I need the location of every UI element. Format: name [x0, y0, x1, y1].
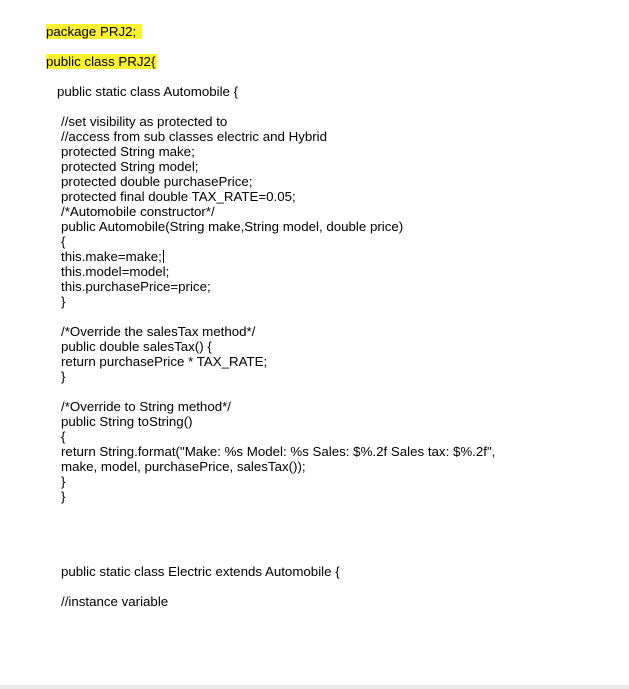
field-make: protected String make; — [61, 144, 195, 159]
text-cursor — [163, 250, 164, 263]
class-highlight: public class PRJ2{ — [46, 54, 156, 69]
class-declaration-line — [46, 54, 157, 69]
tostring-return: return String.format("Make: %s Model: %s Sales: $%.2f Sales tax: $%.2f", — [61, 444, 496, 459]
package-highlight: package PRJ2; — [46, 24, 140, 39]
electric-class-declaration: public static class Electric extends Automobile { — [61, 564, 340, 579]
comment-salestax: /*Override the salesTax method*/ — [61, 324, 256, 339]
tostring-close-brace: } — [61, 474, 66, 489]
package-line — [46, 24, 142, 39]
constructor-open-brace: { — [61, 234, 66, 249]
comment-visibility: //set visibility as protected to — [61, 114, 228, 129]
assign-price: this.purchasePrice=price; — [61, 279, 211, 294]
field-purchase-price: protected double purchasePrice; — [61, 174, 253, 189]
comment-constructor: /*Automobile constructor*/ — [61, 204, 215, 219]
tostring-signature: public String toString() — [61, 414, 193, 429]
automobile-class-declaration: public static class Automobile { — [57, 84, 239, 99]
comment-access: //access from sub classes electric and Hybrid — [61, 129, 328, 144]
assign-model: this.model=model; — [61, 264, 170, 279]
salestax-return: return purchasePrice * TAX_RATE; — [61, 354, 268, 369]
page-bottom-edge — [0, 685, 629, 689]
assign-make: this.make=make; — [61, 249, 162, 264]
salestax-close-brace: } — [61, 369, 66, 384]
field-tax-rate: protected final double TAX_RATE=0.05; — [61, 189, 296, 204]
tostring-args: make, model, purchasePrice, salesTax()); — [61, 459, 306, 474]
assign-make-line[interactable] — [61, 249, 164, 264]
comment-tostring: /*Override to String method*/ — [61, 399, 231, 414]
field-model: protected String model; — [61, 159, 199, 174]
automobile-class-close-brace: } — [61, 489, 66, 504]
tostring-open-brace: { — [61, 429, 66, 444]
constructor-close-brace: } — [61, 294, 66, 309]
salestax-signature: public double salesTax() { — [61, 339, 212, 354]
comment-instance-variable: //instance variable — [61, 594, 169, 609]
constructor-signature: public Automobile(String make,String model, double price) — [61, 219, 404, 234]
